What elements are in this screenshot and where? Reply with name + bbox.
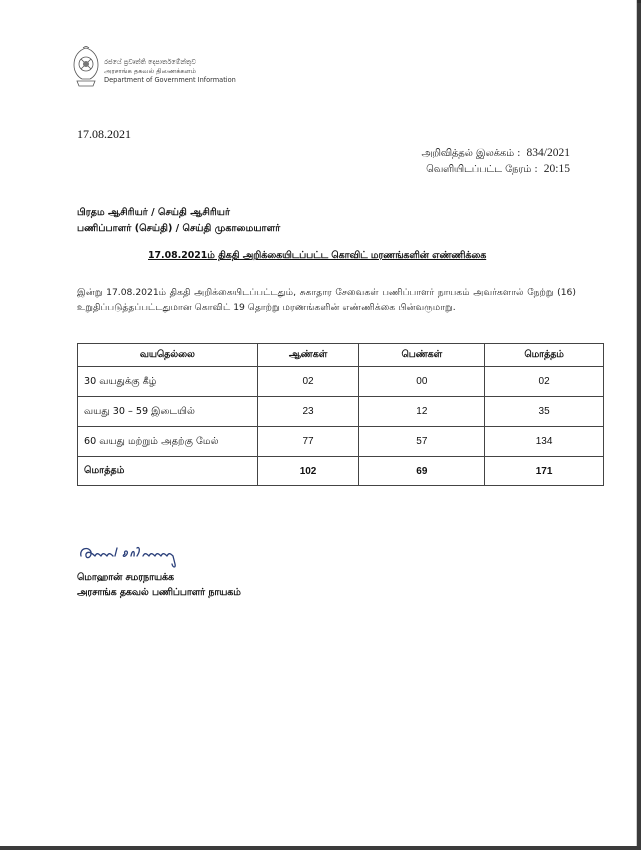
total-count-cell: 02 — [485, 367, 604, 397]
grand-total-cell: 171 — [485, 457, 604, 486]
female-total-cell: 69 — [359, 457, 485, 486]
table-total-row — [78, 457, 604, 486]
release-time-value: 20:15 — [543, 162, 570, 175]
header-total: மொத்தம் — [485, 344, 604, 367]
table-row — [78, 427, 604, 457]
release-time-line — [421, 162, 570, 178]
age-range-cell: 60 வயது மற்றும் அதற்கு மேல் — [78, 427, 258, 457]
document-date: 17.08.2021 — [77, 127, 131, 141]
table-header-row — [78, 344, 604, 367]
handwritten-signature — [77, 542, 227, 572]
deaths-table — [77, 343, 604, 486]
department-name-tamil: அரசாங்க தகவல் திணைக்களம் — [104, 67, 197, 76]
signer-block — [77, 570, 241, 600]
male-count-cell: 02 — [257, 367, 359, 397]
male-total-cell: 102 — [257, 457, 359, 486]
addressee-block — [77, 205, 280, 236]
department-name-block — [104, 58, 236, 86]
total-label-cell: மொத்தம் — [78, 457, 258, 486]
signer-position: அரசாங்க தகவல் பணிப்பாளர் நாயகம் — [77, 587, 241, 598]
reference-block — [421, 146, 570, 177]
department-name-sinhala: රජයේ ප්‍රවෘත්ති දෙපාර්තමේන්තුව — [104, 58, 197, 66]
total-count-cell: 35 — [485, 397, 604, 427]
department-name-english: Department of Government Information — [104, 76, 236, 85]
table-row — [78, 367, 604, 397]
table-row — [78, 397, 604, 427]
header-female: பெண்கள் — [359, 344, 485, 367]
addressee-line-1: பிரதம ஆசிரியர் / செய்தி ஆசிரியர் — [77, 207, 230, 218]
female-count-cell: 12 — [359, 397, 485, 427]
addressee-line-2: பணிப்பாளர் (செய்தி) / செய்தி முகாமையாளர் — [77, 222, 281, 234]
male-count-cell: 23 — [257, 397, 359, 427]
header-male: ஆண்கள் — [257, 344, 359, 367]
age-range-cell: வயது 30 – 59 இடையில் — [78, 397, 258, 427]
total-count-cell: 134 — [485, 427, 604, 457]
body-paragraph: இன்று 17.08.2021ம் திகதி அறிக்கையிடப்பட்டதும், சுகாதார சேவைகள் பணிப்பாளர் நாயகம் அவர்களால் நேற்று (16) உறுதிப்படுத்தப்பட்டதுமான கொவிட் 19 தொற்று மரணங்களின் எண்ணிக்கை பின்வருமாறு. — [77, 287, 576, 314]
female-count-cell: 00 — [359, 367, 485, 397]
age-range-cell: 30 வயதுக்கு கீழ் — [78, 367, 258, 397]
document-title: 17.08.2021ம் திகதி அறிக்கையிடப்பட்ட கொவிட் மரணங்களின் எண்ணிக்கை — [148, 250, 487, 261]
notice-number-value: 834/2021 — [526, 147, 570, 159]
header-age-range: வயதெல்லை — [78, 344, 258, 367]
notice-number-label: அறிவித்தல் இலக்கம் : — [421, 148, 521, 159]
government-emblem-logo — [71, 46, 101, 90]
signer-name: மொஹான் சமரநாயக்க — [77, 572, 175, 583]
notice-number-line — [421, 146, 570, 162]
female-count-cell: 57 — [359, 427, 485, 457]
male-count-cell: 77 — [257, 427, 359, 457]
release-time-label: வெளியிடப்பட்ட நேரம் : — [426, 163, 538, 175]
